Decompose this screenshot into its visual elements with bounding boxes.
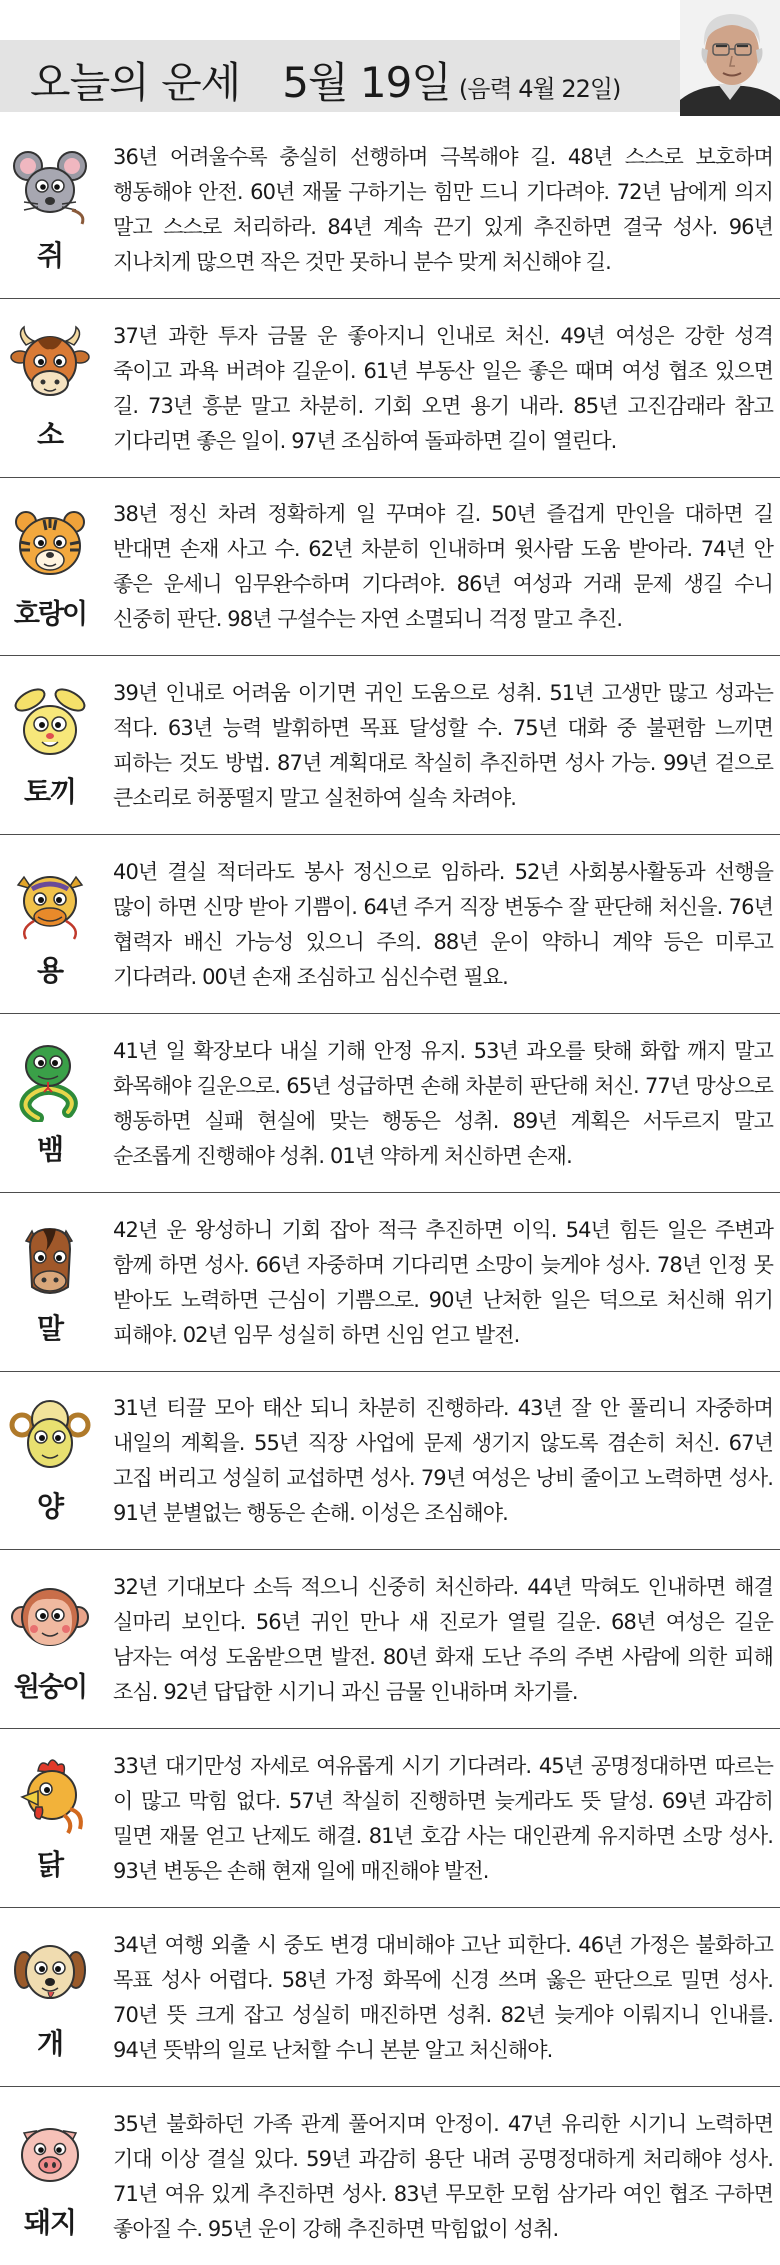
fortune-text: 35년 불화하던 가족 관계 풀어지며 안정이. 47년 유리한 시기니 노력하면 기대 이상 결실 있다. 59년 과감히 용단 내려 공명정대하게 처리해야 성사. 71년 여유 있게 추진하면 성사. 83년 무모한 모험 삼가라 여인 협조 구하면 좋아질 수. 95년 운이 강해 추진하면 막힘없이 성취. — [113, 2112, 773, 2242]
zodiac-name: 뱀 — [36, 1132, 64, 1166]
zodiac-sign — [0, 1550, 100, 1728]
list-item — [0, 1193, 780, 1372]
fortune-text: 36년 어려울수록 충실히 선행하며 극복해야 길. 48년 스스로 보호하며 행동해야 안전. 60년 재물 구하기는 힘만 드니 기다려야. 72년 남에게 의지 말고 스스로 처리하라. 84년 계속 끈기 있게 추진하면 결국 성사. 96년 지나치게 많으면 작은 것만 못하니 분수 맞게 처신해야 길. — [113, 144, 773, 274]
zodiac-sign — [0, 120, 100, 298]
zodiac-sign — [0, 299, 100, 477]
fortune-text: 32년 기대보다 소득 적으니 신중히 처신하라. 44년 막혀도 인내하면 해결 실마리 보인다. 56년 귀인 만나 새 진로가 열릴 길운. 68년 여성은 길운 남자는 여성 도움받으면 발전. 80년 화재 도난 주의 주변 사람에 의한 피해 조심. 92년 답답한 시기니 과신 금물 인내하며 차기를. — [113, 1575, 773, 1705]
zodiac-sign — [0, 478, 100, 656]
list-item — [0, 478, 780, 657]
fortune-text: 39년 인내로 어려움 이기면 귀인 도움으로 성취. 51년 고생만 많고 성과는 적다. 63년 능력 발휘하면 목표 달성할 수. 75년 대화 중 불편함 느끼면 피하는 것도 방법. 87년 계획대로 착실히 추진하면 성사 가능. 99년 겉으로 큰소리로 허풍떨지 말고 실천하여 실속 차려야. — [113, 681, 773, 811]
list-item — [0, 1908, 780, 2087]
rooster-icon — [8, 1753, 92, 1837]
fortune-text: 34년 여행 외출 시 중도 변경 대비해야 고난 피한다. 46년 가정은 불화하고 목표 성사 어렵다. 58년 가정 화목에 신경 쓰며 옳은 판단으로 밀면 성사. 70년 뜻 크게 잡고 성실히 매진하면 성취. 82년 늦게야 이뤄지니 인내를. 94년 뜻밖의 일로 난처할 수니 본분 알고 처신해야. — [113, 1932, 773, 2062]
list-item — [0, 1550, 780, 1729]
list-item — [0, 2087, 780, 2265]
fortune-text: 31년 티끌 모아 태산 되니 차분히 진행하라. 43년 잘 안 풀리니 자중하며 내일의 계획을. 55년 직장 사업에 문제 생기지 않도록 겸손히 처신. 67년 고집 버리고 성실히 교섭하면 성사. 79년 여성은 낭비 줄이고 노력하면 성사. 91년 분별없는 행동은 손해. 이성은 조심해야. — [113, 1396, 773, 1526]
zodiac-list — [0, 120, 780, 2265]
zodiac-name: 원숭이 — [13, 1671, 87, 1703]
zodiac-name: 양 — [36, 1490, 64, 1524]
ox-icon — [8, 323, 92, 407]
fortune-text: 37년 과한 투자 금물 운 좋아지니 인내로 처신. 49년 여성은 강한 성격 죽이고 과욕 버려야 길운이. 61년 부동산 일은 좋은 때며 여성 협조 있으면 길. 73년 흥분 말고 차분히. 기회 오면 용기 내라. 85년 고진감래라 참고 기다리면 좋은 일이. 97년 조심하여 돌파하면 길이 열린다. — [113, 323, 773, 453]
header-title — [30, 40, 620, 112]
list-item — [0, 1372, 780, 1551]
zodiac-name: 말 — [36, 1311, 64, 1345]
rabbit-icon — [8, 680, 92, 764]
tiger-icon — [8, 502, 92, 586]
horse-icon — [8, 1217, 92, 1301]
zodiac-name: 개 — [36, 2026, 64, 2060]
lunar-date-label: (음력 4월 22일) — [458, 75, 621, 103]
fortune-text: 33년 대기만성 자세로 여유롭게 시기 기다려라. 45년 공명정대하면 따르는 이 많고 막힘 없다. 57년 착실히 진행하면 늦게라도 뜻 달성. 69년 과감히 밀면 재물 얻고 난제도 해결. 81년 호감 사는 대인관계 유지하면 소망 성사. 93년 변동은 손해 현재 일에 매진해야 발전. — [113, 1754, 773, 1884]
date-label: 5월 19일 — [282, 58, 451, 107]
list-item — [0, 1014, 780, 1193]
zodiac-sign — [0, 1908, 100, 2086]
list-item — [0, 656, 780, 835]
fortune-text: 40년 결실 적더라도 봉사 정신으로 임하라. 52년 사회봉사활동과 선행을 많이 하면 신망 받아 기쁨이. 64년 주거 직장 변동수 잘 판단해 처신을. 76년 협력자 배신 가능성 있으니 주의. 88년 운이 약하니 계약 등은 미루고 기다려라. 00년 손재 조심하고 심신수련 필요. — [113, 860, 773, 990]
zodiac-name: 소 — [36, 417, 64, 451]
fortune-text: 38년 정신 차려 정확하게 일 꾸며야 길. 50년 즐겁게 만인을 대하면 길 반대면 손재 사고 수. 62년 차분히 인내하며 윗사람 도움 받아라. 74년 안 좋은 운세니 임무완수하며 기다려야. 86년 여성과 거래 문제 생길 수니 신중히 판단. 98년 구설수는 자연 소멸되니 걱정 말고 추진. — [113, 502, 773, 632]
rat-icon — [8, 144, 92, 228]
zodiac-name: 호랑이 — [13, 598, 87, 630]
zodiac-sign — [0, 1193, 100, 1371]
dog-icon — [8, 1932, 92, 2016]
snake-icon — [8, 1038, 92, 1122]
list-item — [0, 835, 780, 1014]
zodiac-sign — [0, 835, 100, 1013]
header — [0, 0, 780, 118]
pig-icon — [8, 2111, 92, 2195]
zodiac-name: 쥐 — [36, 238, 64, 272]
zodiac-sign — [0, 1014, 100, 1192]
zodiac-sign — [0, 1729, 100, 1907]
zodiac-sign — [0, 2087, 100, 2265]
zodiac-name: 닭 — [36, 1848, 64, 1882]
list-item — [0, 1729, 780, 1908]
list-item — [0, 299, 780, 478]
monkey-icon — [8, 1575, 92, 1659]
zodiac-name: 돼지 — [23, 2206, 77, 2240]
fortune-text: 41년 일 확장보다 내실 기해 안정 유지. 53년 과오를 탓해 화합 깨지 말고 화목해야 길운으로. 65년 성급하면 손해 차분히 판단해 처신. 77년 망상으로 행동하면 실패 현실에 맞는 행동은 성취. 89년 계획은 서두르지 말고 순조롭게 진행해야 성취. 01년 약하게 처신하면 손재. — [113, 1038, 773, 1168]
dragon-icon — [8, 859, 92, 943]
zodiac-sign — [0, 656, 100, 834]
page-title: 오늘의 운세 — [30, 58, 241, 107]
zodiac-sign — [0, 1372, 100, 1550]
fortune-text: 42년 운 왕성하니 기회 잡아 적극 추진하면 이익. 54년 힘든 일은 주변과 함께 하면 성사. 66년 자중하며 기다리면 소망이 늦게야 성사. 78년 인정 못 받아도 노력하면 근심이 기쁨으로. 90년 난처한 일은 덕으로 처신해 위기 피해야. 02년 임무 성실히 하면 신임 얻고 발전. — [113, 1217, 773, 1347]
columnist-portrait — [680, 0, 780, 116]
list-item — [0, 120, 780, 299]
sheep-icon — [8, 1395, 92, 1479]
zodiac-name: 용 — [36, 954, 64, 988]
zodiac-name: 토끼 — [23, 775, 77, 809]
